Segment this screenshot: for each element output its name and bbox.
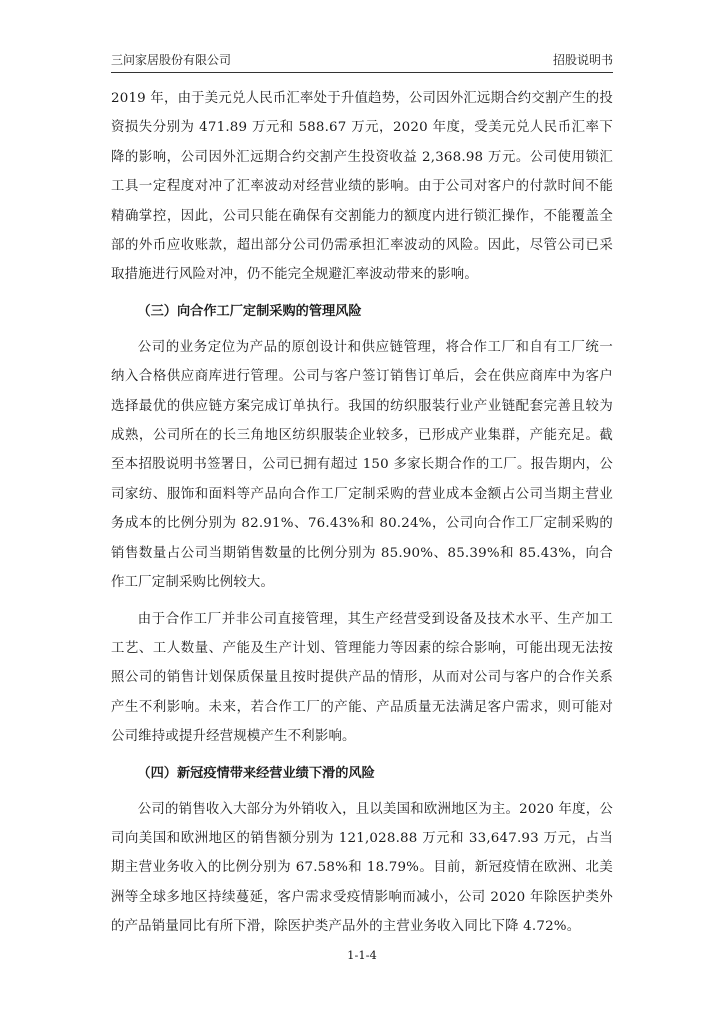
- page-number: 1-1-4: [347, 948, 377, 962]
- page-body: [111, 84, 613, 949]
- paragraph-covid-impact: 公司的销售收入大部分为外销收入，且以美国和欧洲地区为主。2020 年度，公司向美国和欧洲地区的销售额分别为 121,028.88 万元和 33,647.93 万元，占当期主营业务收入的比例分别为 67.58%和 18.79%。目前，新冠疫情在欧洲、北美洲等全球多地区持续蔓延，客户需求受疫情影响而减小，公司 2020 年除医护类外的产品销量同比有所下滑，除医护类产品外的主营业务收入同比下降 4.72%。: [111, 801, 613, 935]
- paragraph-supply-chain: 公司的业务定位为产品的原创设计和供应链管理，将合作工厂和自有工厂统一纳入合格供应商库进行管理。公司与客户签订销售订单后，会在供应商库中为客户选择最优的供应链方案完成订单执行。我国的纺织服装行业产业链配套完善且较为成熟，公司所在的长三角地区纺织服装企业较多，已形成产业集群，产能充足。截至本招股说明书签署日，公司已拥有超过 150 多家长期合作的工厂。报告期内，公司家纺、服饰和面料等产品向合作工厂定制采购的营业成本金额占公司当期主营业务成本的比例分别为 82.91%、76.43%和 80.24%，公司向合作工厂定制采购的销售数量占公司当期销售数量的比例分别为 85.90%、85.39%和 85.43%，向合作工厂定制采购比例较大。: [111, 339, 613, 591]
- page-header: [111, 50, 613, 73]
- section-heading-4: （四）新冠疫情带来经营业绩下滑的风险: [137, 765, 375, 781]
- paragraph-partner-factory-risk: 由于合作工厂并非公司直接管理，其生产经营受到设备及技术水平、生产加工工艺、工人数量、产能及生产计划、管理能力等因素的综合影响，可能出现无法按照公司的销售计划保质保量且按时提供产品的情形，从而对公司与客户的合作关系产生不利影响。未来，若合作工厂的产能、产品质量无法满足客户需求，则可能对公司维持或提升经营规模产生不利影响。: [111, 611, 613, 745]
- company-name: 三问家居股份有限公司: [111, 53, 232, 67]
- paragraph-exchange-rate: 2019 年，由于美元兑人民币汇率处于升值趋势，公司因外汇远期合约交割产生的投资损失分别为 471.89 万元和 588.67 万元，2020 年度，受美元兑人民币汇率下降的影响，公司因外汇远期合约交割产生投资收益 2,368.98 万元。公司使用锁汇工具一定程度对冲了汇率波动对经营业绩的影响。由于公司对客户的付款时间不能精确掌控，因此，公司只能在确保有交割能力的额度内进行锁汇操作，不能覆盖全部的外币应收账款，超出部分公司仍需承担汇率波动的风险。因此，尽管公司已采取措施进行风险对冲，仍不能完全规避汇率波动带来的影响。: [111, 91, 613, 283]
- document-title: 招股说明书: [552, 53, 613, 67]
- section-heading-3: （三）向合作工厂定制采购的管理风险: [137, 303, 362, 319]
